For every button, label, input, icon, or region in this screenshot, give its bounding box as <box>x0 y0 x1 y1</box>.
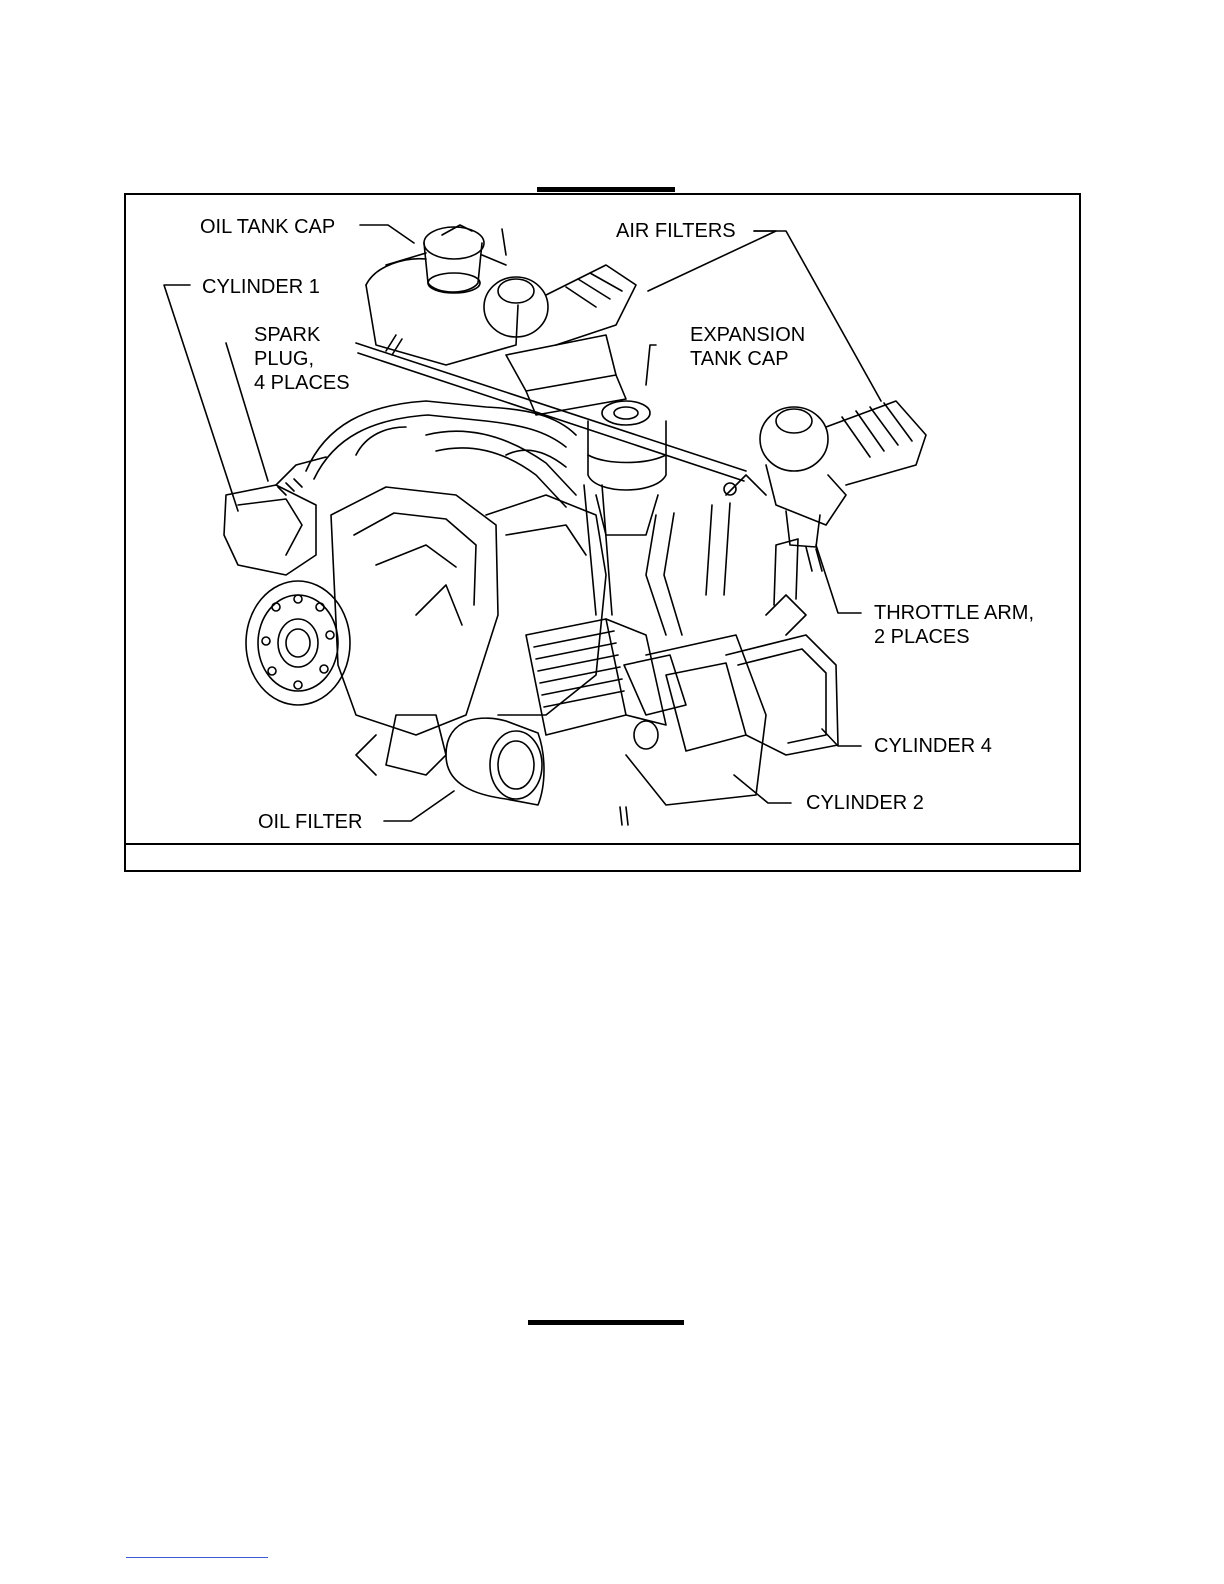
callout-throttle-line1: THROTTLE ARM, <box>874 602 1035 624</box>
cylinder-2-body <box>526 619 766 805</box>
callout-cylinder-4: CYLINDER 4 <box>874 735 992 757</box>
top-rule <box>537 187 675 192</box>
callout-expansion-line1: EXPANSION <box>690 324 806 346</box>
oil-tank <box>366 225 518 365</box>
callout-throttle-line2: 2 PLACES <box>874 626 970 648</box>
callout-oil-tank-cap: OIL TANK CAP <box>200 216 336 238</box>
cylinder-pipes <box>584 475 766 635</box>
callout-spark-plug-line2: PLUG, <box>254 348 315 370</box>
expansion-tank <box>588 401 666 535</box>
callout-oil-filter: OIL FILTER <box>258 811 363 833</box>
callout-expansion-line2: TANK CAP <box>690 348 789 370</box>
intake-pipes <box>306 401 576 507</box>
air-filter-front <box>760 401 926 571</box>
oil-filter <box>356 715 544 805</box>
callout-cylinder-2: CYLINDER 2 <box>806 792 924 814</box>
callout-cylinder-1: CYLINDER 1 <box>202 276 320 298</box>
bottom-rule <box>528 1320 684 1325</box>
footer-link-underline <box>126 1557 268 1558</box>
callout-air-filters: AIR FILTERS <box>616 220 736 242</box>
callout-spark-plug-line1: SPARK <box>254 324 321 346</box>
callout-spark-plug-line3: 4 PLACES <box>254 372 350 394</box>
figure-frame <box>124 193 1081 872</box>
figure-caption-row <box>126 843 1079 845</box>
